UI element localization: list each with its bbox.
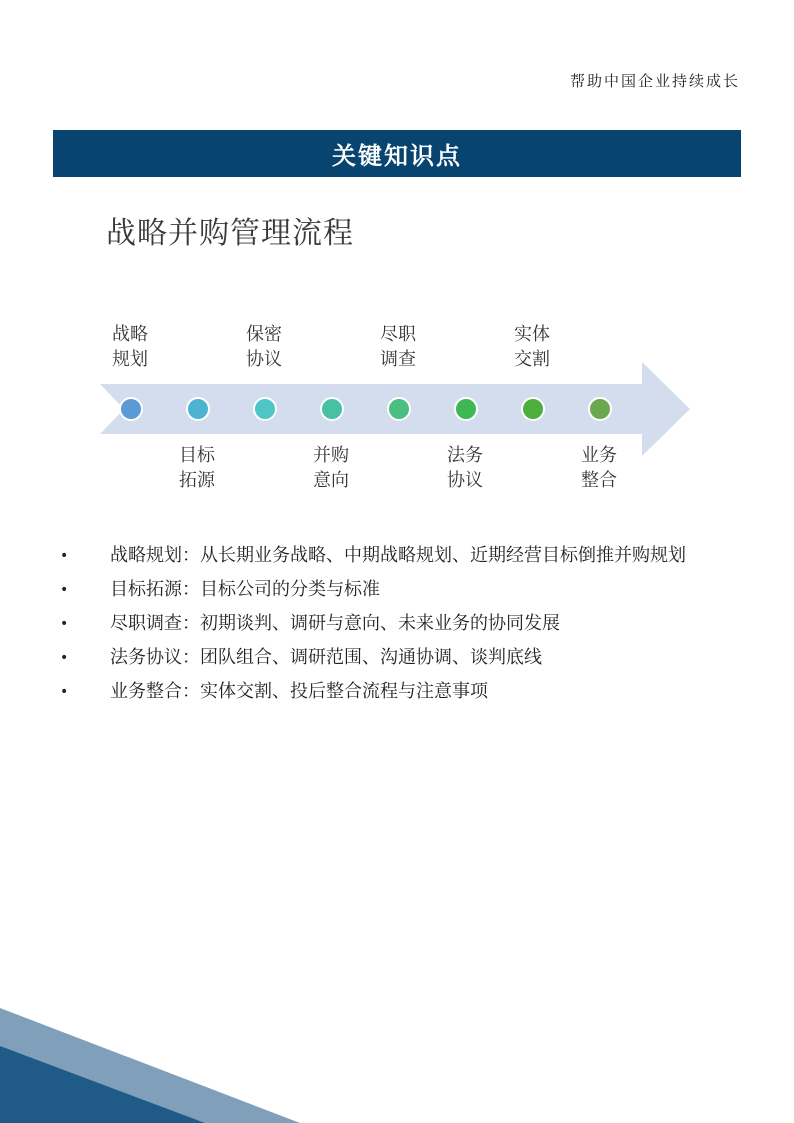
key-point-text: 战略规划：从长期业务战略、中期战略规划、近期经营目标倒推并购规划	[110, 545, 686, 566]
process-step-label	[246, 322, 306, 372]
process-step-line1: 实体	[514, 324, 550, 345]
process-step-label	[313, 443, 373, 493]
key-point-text: 法务协议：团队组合、调研范围、沟通协调、谈判底线	[110, 647, 542, 668]
key-point-item	[60, 575, 760, 609]
process-step-line2: 整合	[581, 470, 617, 491]
key-point-item	[60, 541, 760, 575]
process-step-dot	[186, 397, 210, 421]
process-step-label	[447, 443, 507, 493]
process-step-dot	[588, 397, 612, 421]
process-step-dot	[521, 397, 545, 421]
process-step-dot	[387, 397, 411, 421]
process-step-line2: 协议	[246, 349, 282, 370]
bullet-marker: •	[60, 616, 69, 632]
process-step-dot	[320, 397, 344, 421]
process-step-line1: 战略	[112, 324, 148, 345]
bullet-marker: •	[60, 582, 69, 598]
key-point-text: 业务整合：实体交割、投后整合流程与注意事项	[110, 681, 488, 702]
process-step-line1: 尽职	[380, 324, 416, 345]
bullet-marker: •	[60, 684, 69, 700]
process-step-line2: 规划	[112, 349, 148, 370]
bullet-marker: •	[60, 650, 69, 666]
key-point-item	[60, 677, 760, 711]
key-point-item	[60, 643, 760, 677]
process-step-line1: 保密	[246, 324, 282, 345]
header-tagline: 帮助中国企业持续成长	[569, 72, 740, 90]
process-step-line2: 协议	[447, 470, 483, 491]
key-point-text: 尽职调查：初期谈判、调研与意向、未来业务的协同发展	[110, 613, 560, 634]
section-banner	[53, 130, 741, 177]
process-step-label	[112, 322, 172, 372]
process-step-label	[581, 443, 641, 493]
banner-title: 关键知识点	[332, 142, 462, 170]
process-step-dot	[253, 397, 277, 421]
section-title: 战略并购管理流程	[106, 216, 354, 251]
process-diagram	[0, 310, 794, 510]
process-step-line2: 交割	[514, 349, 550, 370]
process-step-dot	[119, 397, 143, 421]
process-step-line2: 意向	[313, 470, 349, 491]
process-step-line2: 拓源	[179, 470, 215, 491]
process-step-label	[179, 443, 239, 493]
process-step-line2: 调查	[380, 349, 416, 370]
key-point-item	[60, 609, 760, 643]
bullet-marker: •	[60, 548, 69, 564]
key-points-list	[60, 541, 760, 711]
process-step-label	[380, 322, 440, 372]
process-step-label	[514, 322, 574, 372]
process-step-line1: 并购	[313, 445, 349, 466]
corner-decoration	[0, 1008, 300, 1123]
process-step-line1: 目标	[179, 445, 215, 466]
process-step-line1: 法务	[447, 445, 483, 466]
process-step-dot	[454, 397, 478, 421]
process-step-line1: 业务	[581, 445, 617, 466]
key-point-text: 目标拓源：目标公司的分类与标准	[110, 579, 380, 600]
